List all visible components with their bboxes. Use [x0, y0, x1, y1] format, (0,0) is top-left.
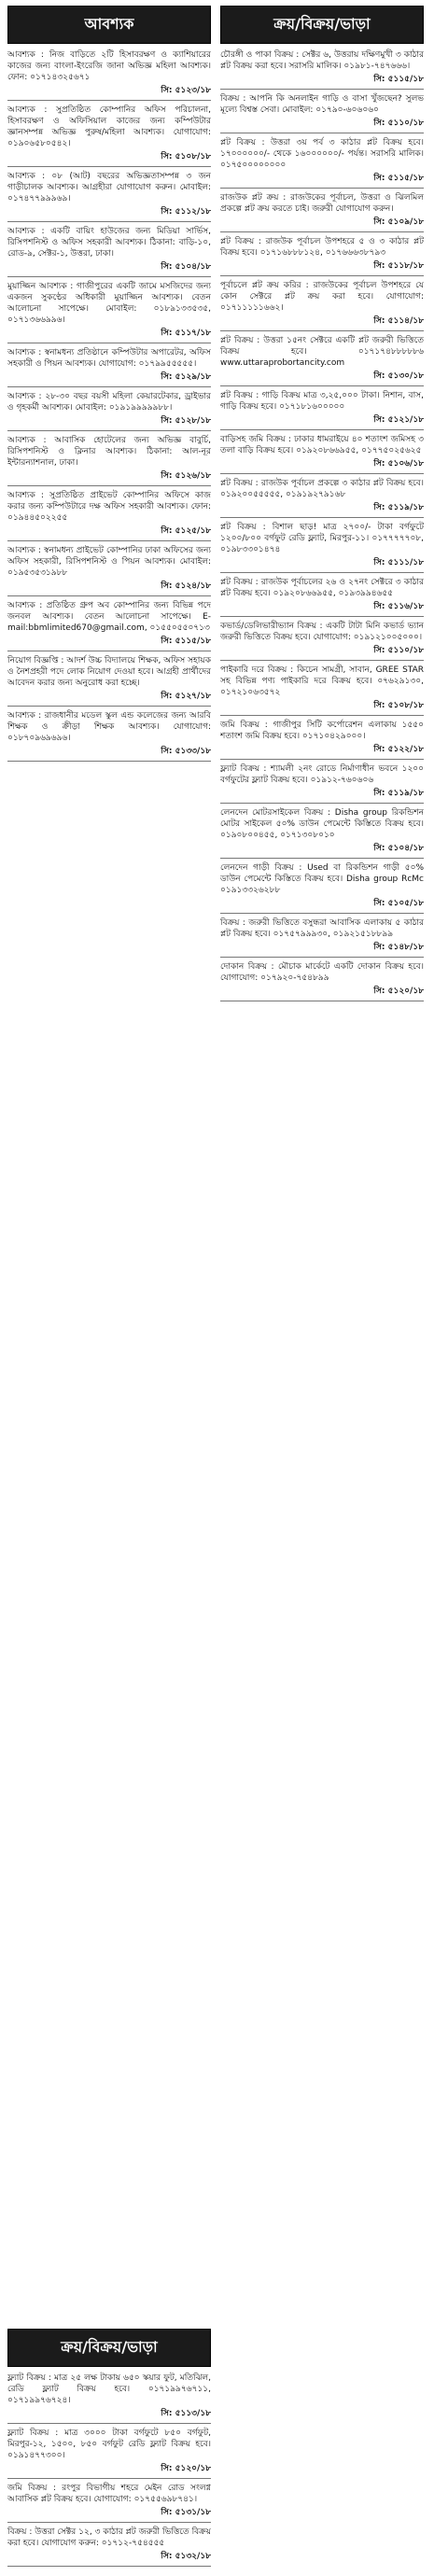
ad-code: সি: ৫১০৮/১৮: [373, 701, 424, 710]
ad-divider: [7, 430, 211, 431]
classified-ad: [7, 171, 211, 222]
classified-ad: [7, 600, 211, 651]
ad-text: রাজউক প্লট ক্রয় : রাজউকের পূর্বাচল, উত্তরা ও ঝিলমিল প্রকল্পে প্লট ক্রয় করতে চাই। জরুরী যোগাযোগ করুন।: [220, 193, 424, 214]
ad-divider: [220, 231, 424, 232]
ad-divider: [220, 572, 424, 573]
classified-ad: [220, 917, 424, 958]
ad-code: সি: ৫১২৪/১৮: [161, 581, 211, 591]
ad-code: সি: ৫১২৭/১৮: [161, 692, 211, 701]
ad-code: সি: ৫১০৯/১৮: [373, 217, 424, 227]
ad-text: মুয়াজ্জিন আবশ্যক : গাজীপুরের একটি জামে মসজিদের জন্য একজন সুকণ্ঠের অধিকারী মুয়াজ্জিন আবশ্যক। বেতন আলোচনা সাপেক্ষে। মোবাইল: ০১৮৯১৩৩৫৩৫, ০১৭১৩৬৬৯৯৬।: [7, 282, 211, 325]
ad-text: প্লট বিক্রয় : উত্তরা ৩য় পর্ব ৩ কাঠার প্লট বিক্রয় হবে। ১৭০০০০০০/- থেকে ১৬০০০০০০/- পর্যন্ত। সরাসরি মালিক। ০১৭৫০০০০০০০০: [220, 138, 424, 170]
classified-ad: [220, 280, 424, 331]
ad-text: নিয়োগ বিজ্ঞপ্তি : আদর্শ উচ্চ বিদ্যালয়ে শিক্ষক, অফিস সহায়ক ও নৈশপ্রহরী পদে লোক নিয়োগ দেওয়া হবে। আগ্রহী প্রার্থীদের আবেদন করার জন্য অনুরোধ করা হচ্ছে।: [7, 656, 211, 688]
ad-text: আবশ্যক : আবাসিক হোটেলের জন্য অভিজ্ঞ বাবুর্চি, রিসিপশনিস্ট ও ক্লিনার আবশ্যক। ঠিকানা: আল-নূর ইন্টারন্যাশনাল, ঢাকা।: [7, 436, 211, 468]
classified-ad: [7, 2428, 211, 2479]
ad-code: সি: ৫১১৯/১৮: [373, 503, 424, 512]
ad-divider: [220, 759, 424, 760]
ad-text: আবশ্যক : প্রতিষ্ঠিত গ্রুপ অব কোম্পানির জন্য বিভিন্ন পদে জনবল আবশ্যক। বেতন আলোচনা সাপেক্ষে। E-mail:bbmlimited670@gmail.com, ০১৫৫০৫৫০৭১৩: [7, 601, 211, 633]
ad-text: আবশ্যক : স্বনামধন্য প্রতিষ্ঠানে কম্পিউটার অপারেটর, অফিস সহকারী ও পিয়ন আবশ্যক। যোগাযোগ: ০১৭৯৯৫৫৫৫৫।: [7, 348, 211, 369]
ad-divider: [220, 330, 424, 331]
ad-code: সি: ৫১১৬/১৮: [373, 602, 424, 611]
classified-ad: [7, 2373, 211, 2424]
section-header-wanted: আবশ্যক: [7, 6, 211, 44]
section-header-buy-sell-left: ক্রয়/বিক্রয়/ভাড়া: [7, 2329, 211, 2367]
wanted-ads-list: [7, 49, 211, 765]
classified-ad: [220, 961, 424, 1001]
ad-code: সি: ৫১২২/১৮: [373, 745, 424, 754]
ad-divider: [220, 858, 424, 859]
ad-text: আবশ্যক : সুপ্রতিষ্ঠিত প্রাইভেট কোম্পানির অফিসে কাজ করার জন্য কম্পিউটারে দক্ষ অফিস সহকারী আবশ্যক। ফোন: ০১৯৪৪৫০২২৫৫: [7, 491, 211, 523]
ad-code: সি: ৫১৩৩/১৮: [161, 747, 211, 756]
ad-code: সি: ৫১২১/১৮: [373, 415, 424, 425]
ad-divider: [7, 386, 211, 387]
ad-text: বিক্রয় : জরুরী ভিত্তিতে বসুন্ধরা আবাসিক এলাকায় ৫ কাঠার প্লট বিক্রয় হবে। ০১৭৫৭৯৯৯৩০, ০১৯২১৫১৮৮৯৯: [220, 918, 424, 939]
classified-ad: [220, 478, 424, 518]
ad-divider: [220, 517, 424, 518]
ad-code: সি: ৫১১৯/১৮: [373, 789, 424, 798]
ad-text: লেনদেন মোটরসাইকেল বিক্রয় : Disha group রিকন্ডিশন মোটর সাইকেল ৫০% ডাউন পেমেন্টে কিস্তিতে বিক্রয় হবে। ০১৯০৮০০৪৫৫, ০১৭১৩০৮০১০: [220, 808, 424, 840]
ad-code: সি: ৫১১৩/১৮: [161, 2409, 211, 2418]
ad-divider: [7, 2478, 211, 2479]
ad-code: সি: ৫১২৩/১৮: [161, 86, 211, 95]
ad-text: প্লট বিক্রয় : উত্তরা ১৫নং সেক্টরে একটি প্লট জরুরী ভিত্তিতে বিক্রয় হবে। ০১৭১৭৪৮৮৮৮৮৬ www.uttaraprobortancity.com: [220, 336, 424, 368]
classified-ad: [220, 434, 424, 474]
classified-ad: [7, 347, 211, 387]
classified-ad: [7, 2527, 211, 2567]
classified-ad: [220, 137, 424, 189]
ad-divider: [220, 957, 424, 958]
ad-code: সি: ৫১০৪/১৮: [161, 262, 211, 272]
ad-text: আবশ্যক : একটি বায়িং হাউজের জন্য মিডিয়া সার্ভিস, রিসিপশনিস্ট ও অফিস সহকারী আবশ্যক। ঠিকানা: বাড়ি-১০, রোড-৯, সেক্টর-১, উত্তরা, ঢাকা।: [7, 227, 211, 259]
ad-divider: [7, 595, 211, 596]
buy-sell-ads-right-list: [220, 49, 424, 1005]
classified-ad: [220, 621, 424, 661]
classified-ad: [7, 545, 211, 596]
ad-code: সি: ৫১১৫/১৮: [373, 174, 424, 183]
ad-divider: [220, 660, 424, 661]
ad-text: ফ্ল্যাট বিক্রয় : মাত্র ৩০০০ টাকা বর্গফুটে ৮৫০ বর্গফুট, মিরপুর-১২, ১৫০০, ৮৫০ বর্গফুট রেডি ফ্ল্যাট বিক্রয় হবে। ০১৯১৪৭৭৩০০।: [7, 2429, 211, 2460]
ad-text: আবশ্যক : সুপ্রতিষ্ঠিত কোম্পানির অফিস পরিচালনা, হিসাবরক্ষণ ও অফিসিয়াল কাজের জন্য কম্পিউটার জ্ঞানসম্পন্ন অভিজ্ঞ পুরুষ/মহিলা আবশ্যক। যোগাযোগ: ০১৯০৬৫৮০৫৪২।: [7, 105, 211, 148]
left-column: [7, 6, 211, 2570]
classified-ad: [7, 226, 211, 277]
ad-text: বিক্রয় : আপনি কি অনলাইন গাড়ি ও বাসা খুঁজছেন? সুলভ মূল্যে বিশ্বস্ত সেবা। মোবাইল: ০১৭৯০-৬০৬০৬০: [220, 94, 424, 115]
ad-code: সি: ৫১২৮/১৮: [161, 416, 211, 426]
ad-code: সি: ৫১০৮/১৮: [161, 152, 211, 161]
ad-divider: [220, 616, 424, 617]
ad-divider: [7, 540, 211, 541]
ad-text: প্লট বিক্রয় : বিশাল ছাড়! মাত্র ২৭০০/- টাকা বর্গফুটে ১২০০/৮০০ বর্গফুট রেডি ফ্ল্যাট, মিরপুর-১১। ০১৭৭৭৭৭০৮, ০১৯৮৩৩০১৪৭৪: [220, 523, 424, 554]
ad-code: সি: ৫১০৬/১৮: [373, 459, 424, 469]
ad-divider: [220, 913, 424, 914]
ad-divider: [7, 221, 211, 222]
ad-text: কভার্ড/ডেলিভারীভ্যান বিক্রয় : একটি টাটা মিনি কভার্ড ভ্যান জরুরী ভিত্তিতে বিক্রয় হবে। যোগাযোগ: ০১৯১২১০০৫০০০।: [220, 622, 424, 642]
classified-ad: [7, 2483, 211, 2523]
ad-text: জমি বিক্রয় : রংপুর বিভাগীয় শহরে মেইন রোড সংলগ্ন আবাসিক প্লট বিক্রয় হবে। যোগাযোগ: ০১৭৫৫৬৯৮৭৪১।: [7, 2484, 211, 2504]
column-spacer: [7, 771, 211, 2323]
classified-ad: [220, 665, 424, 716]
ad-divider: [7, 100, 211, 101]
ad-code: সি: ৫১৩২/১৮: [161, 2552, 211, 2561]
ad-code: সি: ৫১৪৮/১৮: [373, 943, 424, 952]
ad-divider: [220, 429, 424, 430]
classified-ad: [220, 236, 424, 276]
classified-ad: [220, 577, 424, 617]
right-column: [220, 6, 424, 2570]
ad-divider: [220, 473, 424, 474]
ad-divider: [220, 803, 424, 804]
ad-text: প্লট বিক্রয় : রাজউক পূর্বাচল উপশহরে ৫ ও ৩ কাঠার প্লট বিক্রয় হবে। ০১৭১৬৮৮৮১২৪, ০১৭৬৬৬৩৮৭৯৩: [220, 237, 424, 258]
ad-text: পূর্বাচলে প্লট ক্রয় করির : রাজউকের পূর্বাচল উপশহরে যে কোন সেক্টরে প্লট ক্রয় করা হবে। যোগাযোগ: ০১৭১১১১১৬৬২।: [220, 281, 424, 313]
ad-text: বাড়িসহ জমি বিক্রয় : ঢাকার ধামরাইয়ে ৪০ শতাংশ জমিসহ ৩ তলা বাড়ি বিক্রয় হবে। ০১৯২০৮৬৬৯৫৫, ০১৭৭৫০২৫৬২৫: [220, 435, 424, 455]
ad-divider: [220, 188, 424, 189]
classified-ad: [7, 435, 211, 486]
ad-text: প্লট বিক্রয় : রাজউক পূর্বাচল প্রকল্পে ৩ কাঠার প্লট বিক্রয় হবে। ০১৯২০০৫৫৫৫৫, ০১৯১৯২৭৯১৬৮: [220, 479, 424, 499]
ad-divider: [7, 2522, 211, 2523]
ad-code: সি: ৫১১৪/১৮: [373, 316, 424, 326]
ad-divider: [7, 2566, 211, 2567]
ad-code: সি: ৫১০৪/১৮: [373, 844, 424, 853]
buy-sell-ads-left-list: [7, 2373, 211, 2570]
classified-ad: [220, 763, 424, 804]
classified-ad: [7, 105, 211, 167]
ad-divider: [7, 485, 211, 486]
ad-text: চৌরঙ্গী ও পাকা বিক্রয় : সেক্টর ৬, উত্তরায় দক্ষিণমুখী ৩ কাঠার প্লট বিক্রয় করা হবে। সরাসরি মালিক। ০১৯৮১-৭৪৭৬৬৬।: [220, 50, 424, 71]
ad-text: দোকান বিক্রয় : মৌচাক মার্কেটে একটি দোকান বিক্রয় হবে। যোগাযোগ: ০১৭৯২০-৭৫৪৮৯৯: [220, 962, 424, 983]
ad-text: আবশ্যক : ০৮ (আট) বছরের অভিজ্ঞতাসম্পন্ন ৩ জন গাড়ীচালক আবশ্যক। আগ্রহীরা যোগাযোগ করুন। মোবাইল: ০১৭৪৭৭৯৯৯৬৯।: [7, 172, 211, 203]
ad-text: ফ্ল্যাট বিক্রয় : মাত্র ২৫ লক্ষ টাকায় ৬৫০ স্কয়ার ফুট, মতিঝিল, রেডি ফ্ল্যাট বিক্রয় হবে। ০১৭১৯৯৭৬৭১১, ০১৭১৯৯৭৬৭২৪।: [7, 2373, 211, 2405]
ad-code: সি: ৫১২৫/১৮: [161, 526, 211, 536]
ad-text: প্লট বিক্রয় : রাজউক পূর্বাচলের ২৬ ও ২৭নং সেক্টরে ৩ কাঠার প্লট বিক্রয় হবে। ০১৯২০৮৬৬৯৫৫, ০১৯৩৯৯৪৬৫৫: [220, 578, 424, 598]
ad-code: সি: ৫১২৯/১৮: [161, 372, 211, 382]
ad-text: আবশ্যক : ২৮-৩০ বছর বয়সী মহিলা কেয়ারটেকার, ড্রাইভার ও গৃহকর্মী আবশ্যক। মোবাইল: ০১৯১৯৯৯৯৯৮৮।: [7, 392, 211, 413]
ad-code: সি: ৫১১৮/১৮: [373, 261, 424, 271]
classified-ad: [7, 391, 211, 431]
ad-divider: [7, 166, 211, 167]
classified-ad: [7, 710, 211, 762]
classified-ad: [7, 655, 211, 707]
ad-text: জমি বিক্রয় : গাজীপুর সিটি কর্পোরেশন এলাকায় ১৫৫০ শতাংশ জমি বিক্রয় হবে। ০১৭১০৪২৯০০০।: [220, 721, 424, 741]
classified-ad: [7, 490, 211, 541]
ad-divider: [7, 706, 211, 707]
ad-text: প্লট বিক্রয় : গাড়ি বিক্রয় মাত্র ৩,২৫,০০০ টাকা। নিশান, বাস, গাড়ি বিক্রয় হবে। ০১৭১৮১৬০০০০০: [220, 391, 424, 412]
classified-ad: [220, 192, 424, 232]
ad-code: সি: ৫১২০/১৮: [373, 987, 424, 996]
classified-ad: [220, 93, 424, 133]
ad-code: সি: ৫১০৫/১৮: [373, 899, 424, 908]
ad-code: সি: ৫১১৫/১৮: [161, 637, 211, 646]
ad-code: সি: ৫১২০/১৮: [161, 2464, 211, 2473]
classified-ad: [220, 862, 424, 914]
ad-code: সি: ৫১১৭/১৮: [161, 329, 211, 338]
ad-text: আবশ্যক : রাজধানীর মডেল স্কুল এন্ড কলেজের জন্য আরবি শিক্ষক ও ক্রীড়া শিক্ষক আবশ্যক। যোগাযোগ: ০১৮৭০৯৬৯৬৯৬।: [7, 711, 211, 743]
ad-divider: [7, 761, 211, 762]
classified-ad: [7, 49, 211, 101]
ad-divider: [7, 276, 211, 277]
classified-ad: [220, 390, 424, 430]
section-header-buy-sell-right: ক্রয়/বিক্রয়/ভাড়া: [220, 6, 424, 44]
ad-text: লেনদেন গাড়ী বিক্রয় : Used বা রিকন্ডিশন গাড়ী ৫০% ডাউন পেমেন্টে কিস্তিতে বিক্রয় হবে। Disha group RcMc ০১৯১৩৩২৬২৮৮: [220, 863, 424, 895]
ad-divider: [220, 715, 424, 716]
ad-code: সি: ৫১১১/১৮: [373, 558, 424, 567]
ad-text: আবশ্যক : নিজ বাড়িতে ২টি হিসাবরক্ষণ ও ক্যাশিয়ারের কাজের জন্য বাংলা-ইংরেজি জানা অভিজ্ঞ মহিলা আবশ্যক। ফোন: ০১৭১৪৩২৫৬৭১: [7, 50, 211, 82]
ad-text: পাইকারি দরে বিক্রয় : কিচেন সামগ্রী, সাবান, GREE STAR সহ বিভিন্ন পণ্য পাইকারি দরে বিক্রয় হবে। ০৭৬২৯১৩০, ০১৭২১০৬৩৫৭২: [220, 665, 424, 697]
ad-divider: [7, 2423, 211, 2424]
ad-text: আবশ্যক : স্বনামধন্য প্রাইভেট কোম্পানির ঢাকা অফিসের জন্য অফিস সহকারী, রিসিপশনিস্ট ও পিয়ন আবশ্যক। মোবাইল: ০১৯৫৩৫৩১৯৮৮: [7, 546, 211, 578]
ad-divider: [220, 385, 424, 386]
classified-ad: [220, 335, 424, 386]
classified-ad: [220, 522, 424, 573]
ad-code: সি: ৫১১০/১৮: [373, 646, 424, 655]
ad-divider: [220, 89, 424, 90]
classified-ad: [7, 281, 211, 343]
classified-ad: [220, 720, 424, 760]
classified-ad: [220, 49, 424, 90]
classified-ad: [220, 807, 424, 859]
ad-code: সি: ৫১৩১/১৮: [161, 2508, 211, 2517]
ad-code: সি: ৫১১০/১৮: [373, 119, 424, 128]
ad-code: সি: ৫১১৫/১৮: [373, 75, 424, 84]
ad-divider: [220, 275, 424, 276]
ad-text: বিক্রয় : উত্তরা সেক্টর ১২, ৩ কাঠার প্লট জরুরী ভিত্তিতে বিক্রয় করা হবে। যোগাযোগ করুন: ০১৭১২-৭৫৪৫৫৫: [7, 2527, 211, 2548]
ad-code: সি: ৫১১২/১৮: [161, 207, 211, 217]
ad-code: সি: ৫১৩০/১৮: [373, 371, 424, 381]
ad-code: সি: ৫১২৬/১৮: [161, 471, 211, 481]
ad-text: ফ্ল্যাট বিক্রয় : শ্যামলী ২নং রোডে নির্মাণাধীন ভবনে ১২০০ বর্গফুটের ফ্ল্যাট বিক্রয় হবে। ০১৯১২-৭৬০৬০৬: [220, 764, 424, 785]
